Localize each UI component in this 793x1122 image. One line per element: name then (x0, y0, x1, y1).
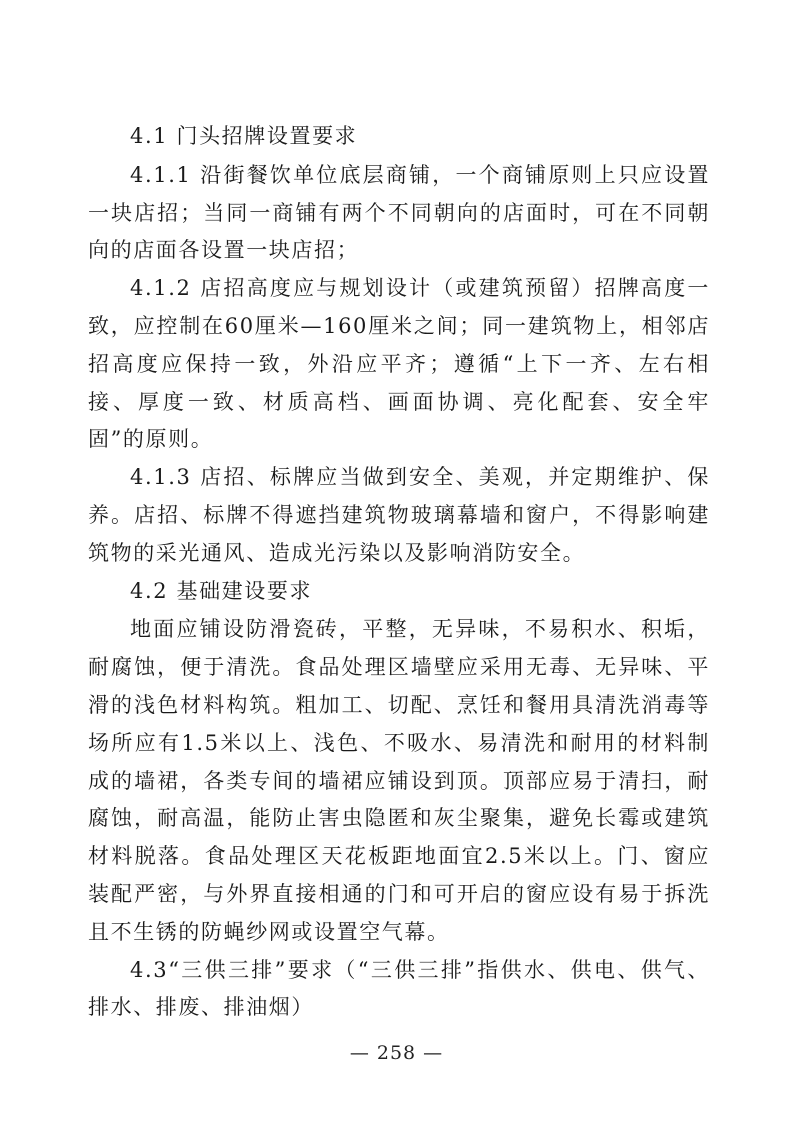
page-number: — 258 — (349, 1042, 444, 1064)
document-body (88, 118, 710, 1027)
paragraph-4-1-1: 4.1.1 沿街餐饮单位底层商铺，一个商铺原则上只应设置一块店招；当同一商铺有两个不同朝向的店面时，可在不同朝向的店面各设置一块店招； (88, 162, 710, 263)
paragraph-4-2-body: 地面应铺设防滑瓷砖，平整，无异味，不易积水、积垢，耐腐蚀，便于清洗。食品处理区墙壁应采用无毒、无异味、平滑的浅色材料构筑。粗加工、切配、烹饪和餐用具清洗消毒等场所应有1.5米以上、浅色、不吸水、易清洗和耐用的材料制成的墙裙，各类专间的墙裙应铺设到顶。顶部应易于清扫，耐腐蚀，耐高温，能防止害虫隐匿和灰尘聚集，避免长霉或建筑材料脱落。食品处理区天花板距地面宜2.5米以上。门、窗应装配严密，与外界直接相通的门和可开启的窗应设有易于拆洗且不生锈的防蝇纱网或设置空气幕。 (88, 617, 710, 944)
paragraph-4-1-2: 4.1.2 店招高度应与规划设计（或建筑预留）招牌高度一致，应控制在60厘米—160厘米之间；同一建筑物上，相邻店招高度应保持一致，外沿应平齐；遵循“上下一齐、左右相接、厚度一致、材质高档、画面协调、亮化配套、安全牢固”的原则。 (88, 276, 710, 452)
paragraph-4-1-3: 4.1.3 店招、标牌应当做到安全、美观，并定期维护、保养。店招、标牌不得遮挡建筑物玻璃幕墙和窗户，不得影响建筑物的采光通风、造成光污染以及影响消防安全。 (88, 465, 710, 565)
section-heading-4-2: 4.2 基础建设要求 (130, 578, 313, 603)
section-heading-4-1: 4.1 门头招牌设置要求 (130, 124, 358, 148)
paragraph-4-3: 4.3“三供三排”要求（“三供三排”指供水、供电、供气、排水、排废、排油烟） (88, 957, 710, 1020)
